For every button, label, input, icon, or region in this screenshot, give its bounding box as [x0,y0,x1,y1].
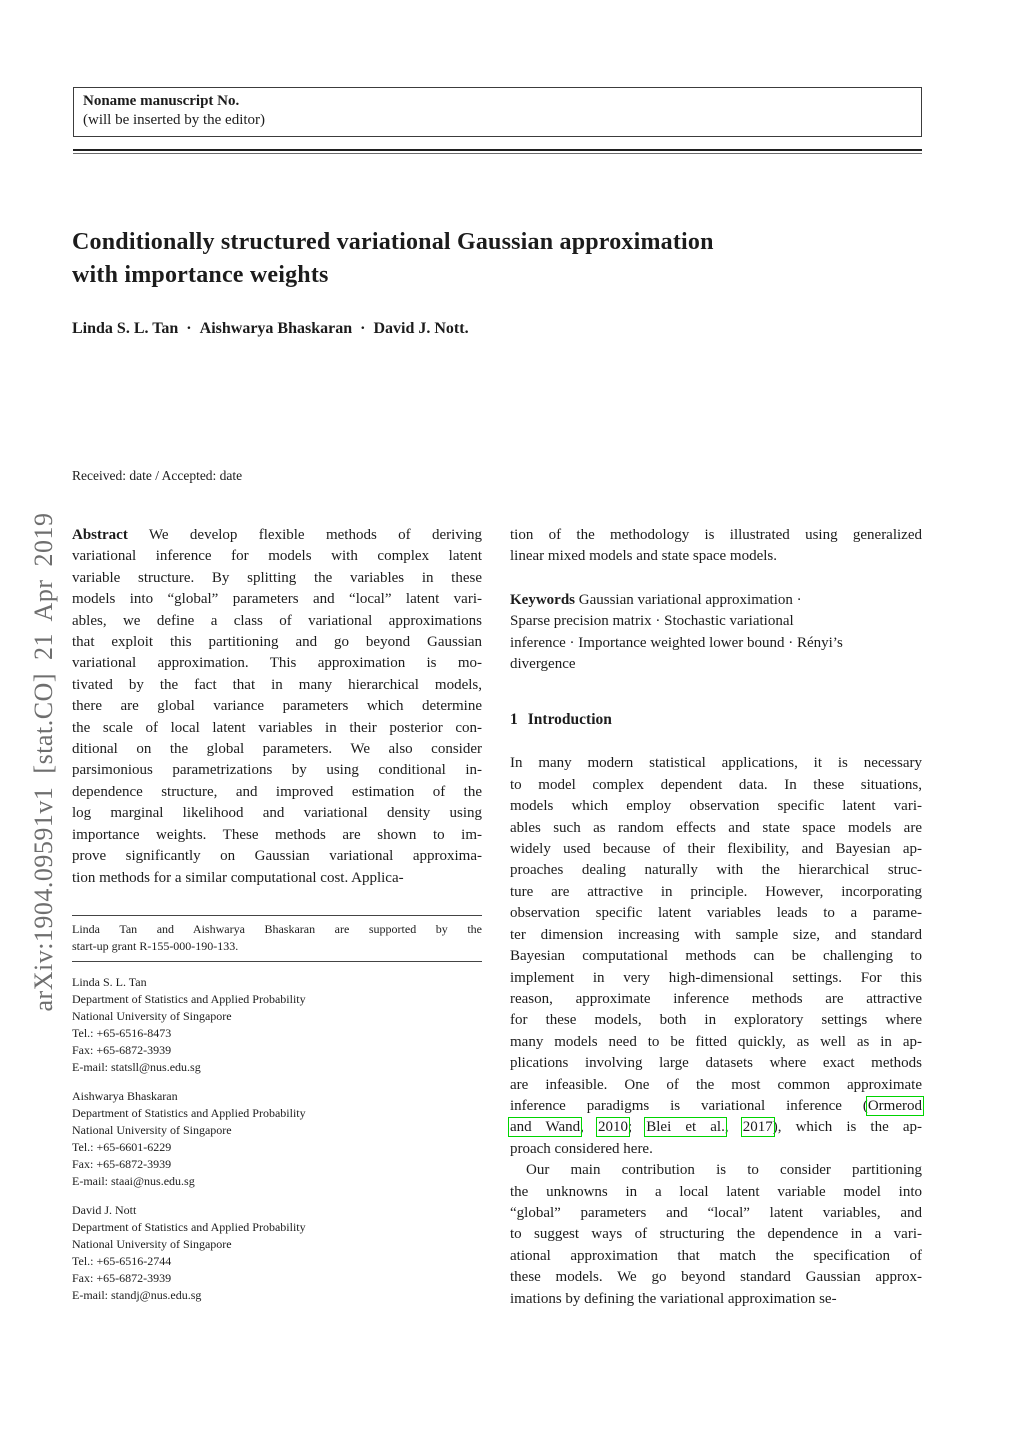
text-line: tion of the methodology is illustrated using generalized [510,527,922,543]
author-name: David J. Nott. [373,320,469,337]
text-line: many models need to be fitted quickly, as well as in ap- [510,1033,922,1050]
text-line: inference paradigms is variational inference (Ormerod [510,1097,922,1114]
section-title: Introduction [527,711,612,729]
address-line: Department of Statistics and Applied Probability [72,991,306,1006]
address-line: David J. Nott [72,1202,137,1217]
address-line: National University of Singapore [72,1122,232,1137]
text-line: ture are attractive in principle. However, incorporating [510,883,922,900]
address-line: Tel.: +65-6601-6229 [72,1139,172,1154]
text-line: to suggest ways of structuring the dependence in a vari- [510,1226,922,1243]
address-line: Linda S. L. Tan [72,974,147,989]
text-line: linear mixed models and state space models. [510,548,778,565]
text-line: start-up grant R-155-000-190-133. [72,938,239,953]
intro-paragraph-1 [510,753,922,1160]
address-line: Fax: +65-6872-3939 [72,1270,172,1285]
citation-link[interactable]: 2017 [742,1119,773,1136]
support-footnote [72,921,482,955]
text-line: variable structure. By splitting the variables in these [72,569,482,586]
paper-title [72,226,924,292]
address-line: E-mail: statsll@nus.edu.sg [72,1059,201,1074]
text-line: there are global variance parameters which determine [72,698,482,715]
text-line: variational inference for models with complex latent [72,548,482,565]
text-line: Abstract We develop flexible methods of deriving [72,527,482,543]
text-line: proach considered here. [510,1140,653,1157]
manuscript-no-line: Noname manuscript No. [83,93,240,109]
text-line: models into “global” parameters and “local” latent vari- [72,591,482,608]
author-address-block [72,1088,482,1190]
text-line: ables such as random effects and state space models are [510,819,922,836]
text-line: ational approximation that match the specification of [510,1247,922,1264]
author-separator: · [360,320,366,337]
arxiv-watermark: arXiv:1904.09591v1 [stat.CO] 21 Apr 2019 [29,512,58,1012]
text-line: Conditionally structured variational Gaussian approximation [72,229,714,255]
text-line: variational approximation. This approximation is mo- [72,655,482,672]
citation-link[interactable]: 2010 [597,1119,628,1136]
text-line: that exploit this partitioning and go beyond Gaussian [72,634,482,651]
text-line: with importance weights [72,262,329,288]
citation-link[interactable]: and Wand [510,1119,581,1136]
text-line: importance weights. These methods are shown to im- [72,826,482,843]
text-line: ditional on the global parameters. We also consider [72,741,482,758]
abstract-label: Abstract [72,527,128,543]
text-line: models which employ observation specific latent vari- [510,798,922,815]
text-line: parsimonious parametrizations by using conditional in- [72,762,482,779]
authors-line [72,320,924,338]
text-line: ables, we define a class of variational approximations [72,612,482,629]
author-address-block [72,1202,482,1304]
footnote-rule [72,915,482,916]
intro-paragraph-2 [510,1160,922,1310]
text-line: these models. We go beyond standard Gaussian approx- [510,1269,922,1286]
address-line: Department of Statistics and Applied Probability [72,1219,306,1234]
text-line: Our main contribution is to consider partitioning [526,1162,922,1179]
text-line: reason, approximate inference methods are attractive [510,990,922,1007]
text-line: widely used because of their flexibility, and Bayesian ap- [510,841,922,858]
text-line: implement in very high-dimensional settings. For this [510,969,922,986]
address-line: Department of Statistics and Applied Probability [72,1105,306,1120]
keywords-section [510,590,922,676]
text-line: the unknowns in a local latent variable model into [510,1183,922,1200]
received-line: Received: date / Accepted: date [72,468,243,483]
author-address-block [72,974,482,1076]
author-name: Aishwarya Bhaskaran [199,320,353,337]
text-line: dependence structure, and improved estimation of the [72,783,482,800]
text-line: Keywords Gaussian variational approximation · [510,591,802,608]
manuscript-header-box [73,87,922,137]
address-line: E-mail: standj@nus.edu.sg [72,1287,202,1302]
section-heading-introduction [510,709,922,731]
text-line: prove significantly on Gaussian variational approxima- [72,848,482,865]
address-line: Tel.: +65-6516-8473 [72,1025,172,1040]
address-line: Tel.: +65-6516-2744 [72,1253,172,1268]
right-column [510,525,922,1310]
text-line: imations by defining the variational approximation se- [510,1290,837,1307]
abstract-section [72,525,482,889]
text-line: the scale of local latent variables in their posterior con- [72,719,482,736]
text-line: plications involving large datasets where exact methods [510,1055,922,1072]
address-line: Fax: +65-6872-3939 [72,1042,172,1057]
left-column [72,525,482,1304]
header-double-rule [73,149,922,154]
keywords-label: Keywords [510,591,575,608]
text-line: tion methods for a similar computational cost. Applica- [72,869,404,886]
text-line: “global” parameters and “local” latent variables, and [510,1204,922,1221]
address-line: National University of Singapore [72,1008,232,1023]
text-line: In many modern statistical applications, it is necessary [510,755,922,772]
text-line: are infeasible. One of the most common approximate [510,1076,922,1093]
footnote-rule-2 [72,961,482,962]
citation-link[interactable]: Ormerod [867,1097,922,1114]
text-line: for these models, both in exploratory settings where [510,1012,922,1029]
text-line: ter dimension increasing with sample size, and standard [510,926,922,943]
text-line: log marginal likelihood and variational density using [72,805,482,822]
text-line: Bayesian computational methods can be challenging to [510,948,922,965]
text-line: inference · Importance weighted lower bound · Rényi’s [510,634,843,651]
text-line: divergence [510,656,576,673]
text-line: proaches dealing naturally with the hierarchical struc- [510,862,922,879]
section-number: 1 [510,711,518,729]
author-separator: · [186,320,192,337]
address-line: Fax: +65-6872-3939 [72,1156,172,1171]
text-line: Linda Tan and Aishwarya Bhaskaran are supported by the [72,921,482,936]
citation-link[interactable]: Blei et al. [646,1119,725,1136]
author-name: Linda S. L. Tan [72,320,179,337]
author-addresses [72,974,482,1304]
text-line: to model complex dependent data. In these situations, [510,776,922,793]
text-line: observation specific latent variables leads to a parame- [510,905,922,922]
address-line: Aishwarya Bhaskaran [72,1088,178,1103]
text-line: and Wand, 2010; Blei et al., 2017), which is the ap- [510,1119,923,1136]
editor-note-line: (will be inserted by the editor) [83,112,266,128]
text-line: Sparse precision matrix · Stochastic variational [510,613,794,630]
abstract-continuation [510,525,922,568]
address-line: National University of Singapore [72,1236,232,1251]
address-line: E-mail: staai@nus.edu.sg [72,1173,195,1188]
footnote-area [72,921,482,1304]
text-line: tivated by the fact that in many hierarchical models, [72,676,482,693]
